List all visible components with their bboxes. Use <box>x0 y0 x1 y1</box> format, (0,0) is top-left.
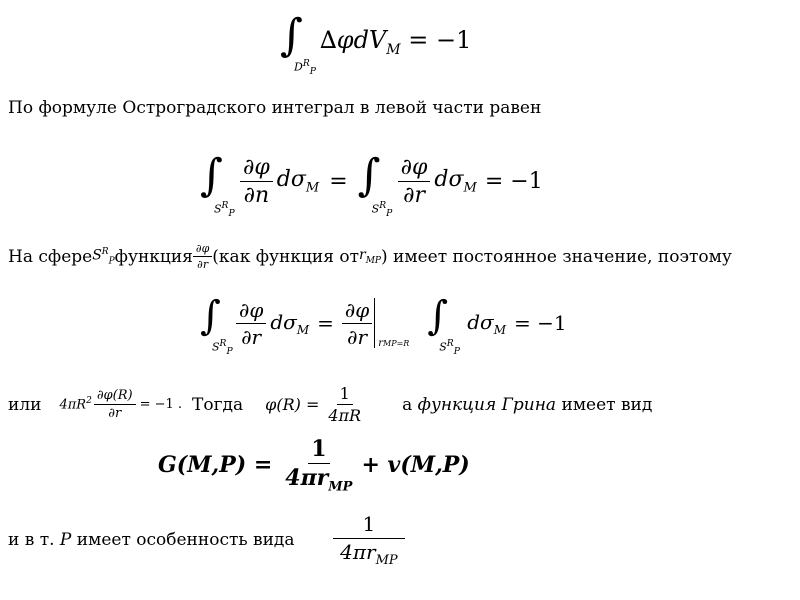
integral-sign: ∫ <box>200 150 223 201</box>
surface-label: $S^R_P$ <box>214 200 235 219</box>
dsigma: $d\sigma_M$ <box>467 309 507 337</box>
sphere-symbol: $S^R_P$ <box>92 246 115 267</box>
integrand: ∆φdV$_M$ = −1 <box>320 26 472 58</box>
green-function-term: функция Грина <box>417 394 557 415</box>
text-line-1: По формуле Остроградского интеграл в левой части равен <box>8 98 542 118</box>
rhs: = −1 <box>484 168 543 194</box>
inline-fraction: $\frac{\partial\varphi}{\partial r}$ <box>193 242 212 271</box>
phi-value: φ(R) = $\frac{1}{4\pi R}$ <box>265 384 362 425</box>
fraction-dphi-dr: $\frac{\partial\varphi}{\partial r}$ <box>342 298 372 349</box>
equals-sign: = <box>317 311 334 335</box>
fraction-dphi-dn: $\frac{\partial\varphi}{\partial n}$ <box>240 155 273 208</box>
boundary-condition: $4\pi R^2$ $\frac{\partial\varphi(R)}{\partial r}$ = −1 . <box>59 388 183 421</box>
rmp-symbol: $r_{MP}$ <box>359 247 381 266</box>
evaluation-condition: rMP=R <box>378 338 410 349</box>
dsigma: $d\sigma_M$ <box>276 166 320 196</box>
equation-3 <box>200 290 567 356</box>
singularity-fraction: $\frac{1}{4\pi r_{MP}}$ <box>333 512 406 568</box>
evaluation-bar <box>374 298 427 348</box>
text-line-4: и в т. P имеет особенность вида $\frac{1}{4\pi r_{MP}}$ <box>8 512 405 568</box>
rhs: = −1 <box>514 311 567 335</box>
surface-label: $S^R_P$ <box>439 338 460 357</box>
equals-sign: = <box>329 168 348 194</box>
surface-label: $S^R_P$ <box>371 200 393 219</box>
integral-sign: ∫ <box>280 10 303 61</box>
domain-label: $D^R_P$ <box>294 58 316 77</box>
text-line-2: На сфере $S^R_P$ функция $\frac{\partial\varphi}{\partial r}$ (как функция от $r_{MP}$ ) имеет постоянное значение, поэтому <box>8 242 732 271</box>
dsigma: $d\sigma_M$ <box>270 309 310 337</box>
greens-function-equation: G(M,P) = $\frac{1}{4\pi r_{MP}}$ + v(M,P) <box>158 436 470 495</box>
integral-sign: ∫ <box>427 293 449 339</box>
equation-2 <box>200 146 543 219</box>
surface-label: $S^R_P$ <box>212 338 233 357</box>
dsigma: $d\sigma_M$ <box>434 166 477 196</box>
fraction-dphi-dr: $\frac{\partial\varphi}{\partial r}$ <box>236 298 266 349</box>
integral-sign: ∫ <box>357 150 381 201</box>
fraction-dphi-dr: $\frac{\partial\varphi}{\partial r}$ <box>398 155 431 208</box>
equation-1 <box>280 10 480 77</box>
integral-sign: ∫ <box>200 293 221 339</box>
text-line-3: или $4\pi R^2$ $\frac{\partial\varphi(R)}{\partial r}$ = −1 . Тогда φ(R) = $\frac{1}{4\pi R}$ а функция Грина имеет вид <box>8 384 653 425</box>
